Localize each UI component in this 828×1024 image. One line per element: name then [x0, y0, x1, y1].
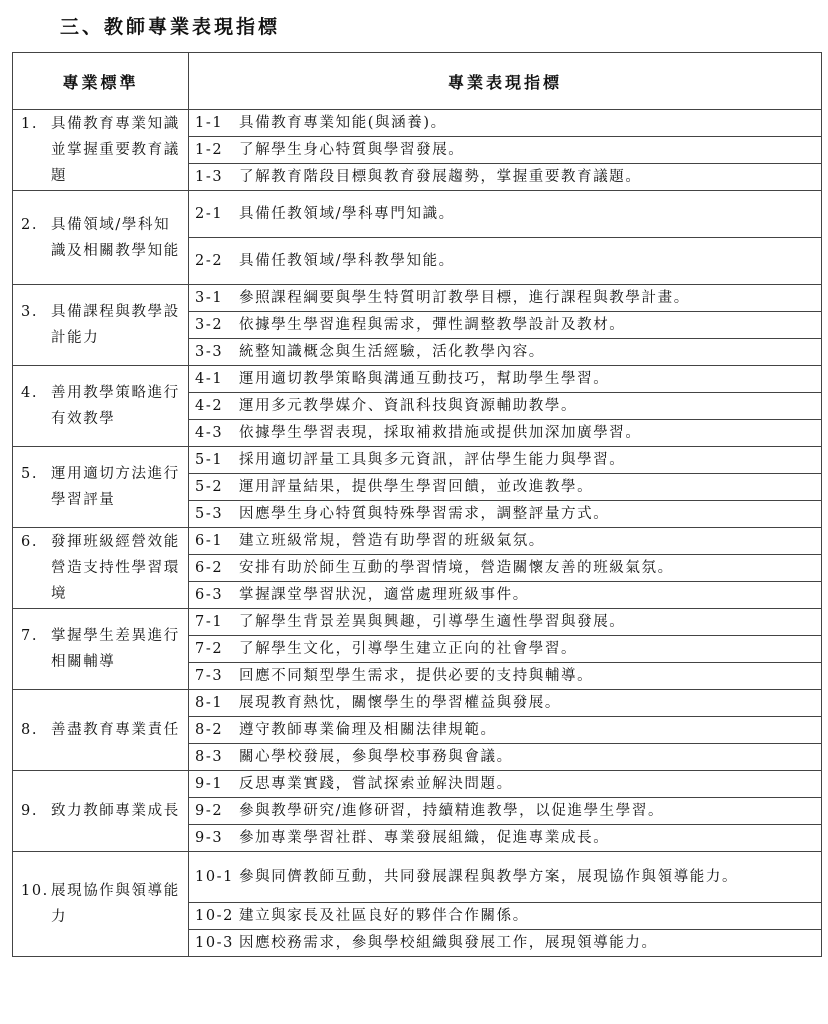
- indicator-code: 3-3: [195, 344, 224, 360]
- standard-wrap: [21, 380, 184, 432]
- indicator-wrap: [195, 931, 817, 955]
- indicator-cell: [189, 447, 822, 474]
- standard-number: 5.: [21, 466, 39, 482]
- standard-cell: [13, 528, 189, 609]
- indicator-wrap: [195, 772, 817, 796]
- indicator-code: 8-3: [195, 749, 224, 765]
- standard-number: 8.: [21, 722, 39, 738]
- indicator-cell: [189, 717, 822, 744]
- indicator-text: 反思專業實踐，嘗試探索並解決問題。: [239, 776, 513, 792]
- indicator-wrap: [195, 421, 817, 445]
- indicator-cell: [189, 366, 822, 393]
- indicator-cell: [189, 690, 822, 717]
- indicator-cell: [189, 191, 822, 238]
- standard-cell: [13, 852, 189, 957]
- standard-wrap: [21, 461, 184, 513]
- indicator-wrap: [195, 691, 817, 715]
- standard-number: 9.: [21, 803, 39, 819]
- indicator-code: 3-2: [195, 317, 224, 333]
- indicator-cell: [189, 420, 822, 447]
- standard-wrap: [21, 212, 184, 264]
- indicator-code: 7-3: [195, 668, 224, 684]
- indicator-text: 運用多元教學媒介、資訊科技與資源輔助教學。: [239, 398, 578, 414]
- indicator-code: 7-2: [195, 641, 224, 657]
- indicator-text: 具備任教領域/學科教學知能。: [239, 253, 455, 269]
- standard-cell: [13, 771, 189, 852]
- indicator-cell: [189, 771, 822, 798]
- standard-cell: [13, 110, 189, 191]
- indicator-wrap: [195, 286, 817, 310]
- indicator-text: 依據學生學習進程與需求，彈性調整教學設計及教材。: [239, 317, 626, 333]
- indicator-code: 5-3: [195, 506, 224, 522]
- table-row: [13, 771, 822, 798]
- table-body: [13, 110, 822, 957]
- indicator-cell: [189, 164, 822, 191]
- standard-number: 6.: [21, 534, 39, 550]
- indicator-cell: [189, 501, 822, 528]
- indicator-wrap: [195, 138, 817, 162]
- indicator-text: 了解學生身心特質與學習發展。: [239, 142, 465, 158]
- standard-text: 具備領域/學科知識及相關教學知能: [51, 216, 180, 259]
- standard-number: 4.: [21, 385, 39, 401]
- standard-number: 3.: [21, 304, 39, 320]
- standard-wrap: [21, 529, 184, 607]
- indicator-text: 具備教育專業知能(與涵養)。: [239, 115, 447, 131]
- indicator-wrap: [195, 583, 817, 607]
- standard-text: 運用適切方法進行學習評量: [51, 466, 180, 508]
- indicator-code: 10-2: [195, 908, 234, 924]
- standard-number: 7.: [21, 628, 39, 644]
- indicator-wrap: [195, 448, 817, 472]
- indicator-code: 6-1: [195, 533, 224, 549]
- indicator-wrap: [195, 865, 817, 889]
- indicator-code: 10-1: [195, 869, 234, 885]
- indicator-text: 運用適切教學策略與溝通互動技巧，幫助學生學習。: [239, 371, 610, 387]
- indicator-wrap: [195, 799, 817, 823]
- indicator-code: 2-1: [195, 206, 224, 222]
- indicator-code: 9-3: [195, 830, 224, 846]
- indicator-cell: [189, 663, 822, 690]
- standard-wrap: [21, 623, 184, 675]
- standard-text: 善盡教育專業責任: [51, 722, 180, 738]
- standard-text: 發揮班級經營效能營造支持性學習環境: [51, 534, 180, 602]
- table-row: [13, 191, 822, 238]
- indicator-wrap: [195, 664, 817, 688]
- indicator-code: 7-1: [195, 614, 224, 630]
- indicator-cell: [189, 930, 822, 957]
- standard-number: 1.: [21, 116, 39, 132]
- section-title: 三、教師專業表現指標: [60, 16, 281, 38]
- table-header-row: [13, 53, 822, 110]
- indicator-text: 遵守教師專業倫理及相關法律規範。: [239, 722, 497, 738]
- indicator-code: 3-1: [195, 290, 224, 306]
- indicator-cell: [189, 339, 822, 366]
- indicator-code: 10-3: [195, 935, 234, 951]
- standard-number: 2.: [21, 216, 39, 233]
- standard-number: 10.: [21, 883, 49, 899]
- indicator-text: 了解學生文化，引導學生建立正向的社會學習。: [239, 641, 578, 657]
- indicator-code: 8-2: [195, 722, 224, 738]
- indicator-wrap: [195, 904, 817, 928]
- indicator-code: 1-2: [195, 142, 224, 158]
- indicator-cell: [189, 636, 822, 663]
- table-row: [13, 528, 822, 555]
- table-row: [13, 447, 822, 474]
- indicator-code: 9-1: [195, 776, 224, 792]
- standard-cell: [13, 447, 189, 528]
- standard-cell: [13, 609, 189, 690]
- standard-wrap: [21, 299, 184, 351]
- indicator-cell: [189, 744, 822, 771]
- standard-text: 展現協作與領導能力: [51, 883, 180, 925]
- indicator-text: 運用評量結果，提供學生學習回饋，並改進教學。: [239, 479, 594, 495]
- table-row: [13, 366, 822, 393]
- table-row: [13, 609, 822, 636]
- indicator-cell: [189, 852, 822, 903]
- indicator-code: 4-3: [195, 425, 224, 441]
- standard-wrap: [21, 717, 184, 743]
- indicator-text: 建立班級常規，營造有助學習的班級氣氛。: [239, 533, 545, 549]
- indicator-wrap: [195, 313, 817, 337]
- table-row: [13, 285, 822, 312]
- standard-text: 具備教育專業知識並掌握重要教育議題: [51, 116, 180, 184]
- standard-cell: [13, 690, 189, 771]
- indicator-text: 因應學生身心特質與特殊學習需求，調整評量方式。: [239, 506, 610, 522]
- standard-wrap: [21, 111, 184, 189]
- indicator-cell: [189, 393, 822, 420]
- indicator-text: 回應不同類型學生需求，提供必要的支持與輔導。: [239, 668, 594, 684]
- indicator-cell: [189, 312, 822, 339]
- table-row: [13, 690, 822, 717]
- indicator-code: 1-1: [195, 115, 224, 131]
- standard-wrap: [21, 798, 184, 824]
- indicator-cell: [189, 238, 822, 285]
- column-header-indicator: 專業表現指標: [189, 53, 822, 110]
- indicator-wrap: [195, 826, 817, 850]
- indicator-text: 參照課程綱要與學生特質明訂教學目標，進行課程與教學計畫。: [239, 290, 690, 306]
- indicator-code: 5-1: [195, 452, 224, 468]
- indicator-wrap: [195, 111, 817, 135]
- indicator-code: 8-1: [195, 695, 224, 711]
- indicator-cell: [189, 110, 822, 137]
- indicator-cell: [189, 609, 822, 636]
- indicator-text: 了解教育階段目標與教育發展趨勢，掌握重要教育議題。: [239, 169, 642, 185]
- indicator-text: 依據學生學習表現，採取補救措施或提供加深加廣學習。: [239, 425, 642, 441]
- indicator-wrap: [195, 202, 817, 226]
- indicator-cell: [189, 137, 822, 164]
- indicator-cell: [189, 798, 822, 825]
- standard-text: 具備課程與教學設計能力: [51, 304, 180, 346]
- indicator-wrap: [195, 745, 817, 769]
- indicator-text: 參加專業學習社群、專業發展組織，促進專業成長。: [239, 830, 610, 846]
- indicator-text: 統整知識概念與生活經驗，活化教學內容。: [239, 344, 545, 360]
- indicator-text: 參與同儕教師互動，共同發展課程與教學方案，展現協作與領導能力。: [239, 869, 739, 885]
- indicator-wrap: [195, 529, 817, 553]
- standard-cell: [13, 366, 189, 447]
- standard-cell: [13, 191, 189, 285]
- standard-text: 致力教師專業成長: [51, 803, 180, 819]
- indicator-code: 4-2: [195, 398, 224, 414]
- indicator-code: 6-3: [195, 587, 224, 603]
- indicator-wrap: [195, 637, 817, 661]
- indicator-wrap: [195, 394, 817, 418]
- indicator-code: 1-3: [195, 169, 224, 185]
- indicator-wrap: [195, 502, 817, 526]
- table-row: [13, 852, 822, 903]
- indicator-cell: [189, 555, 822, 582]
- indicator-wrap: [195, 367, 817, 391]
- indicator-text: 關心學校發展，參與學校事務與會議。: [239, 749, 513, 765]
- indicator-wrap: [195, 340, 817, 364]
- indicator-text: 了解學生背景差異與興趣，引導學生適性學習與發展。: [239, 614, 626, 630]
- indicator-cell: [189, 528, 822, 555]
- standard-wrap: [21, 878, 184, 930]
- indicator-wrap: [195, 556, 817, 580]
- indicator-text: 具備任教領域/學科專門知識。: [239, 206, 455, 222]
- indicator-cell: [189, 285, 822, 312]
- indicator-cell: [189, 903, 822, 930]
- indicator-text: 參與教學研究/進修研習，持續精進教學，以促進學生學習。: [239, 803, 665, 819]
- indicator-code: 6-2: [195, 560, 224, 576]
- indicator-code: 9-2: [195, 803, 224, 819]
- indicator-code: 4-1: [195, 371, 224, 387]
- indicator-text: 採用適切評量工具與多元資訊，評估學生能力與學習。: [239, 452, 626, 468]
- indicator-text: 掌握課堂學習狀況，適當處理班級事件。: [239, 587, 529, 603]
- indicator-cell: [189, 825, 822, 852]
- indicator-code: 5-2: [195, 479, 224, 495]
- standard-cell: [13, 285, 189, 366]
- indicator-wrap: [195, 718, 817, 742]
- indicator-cell: [189, 582, 822, 609]
- table-row: [13, 110, 822, 137]
- indicator-wrap: [195, 475, 817, 499]
- standard-text: 善用教學策略進行有效教學: [51, 385, 180, 427]
- indicator-text: 建立與家長及社區良好的夥伴合作關係。: [239, 908, 529, 924]
- indicator-cell: [189, 474, 822, 501]
- column-header-standard: 專業標準: [13, 53, 189, 110]
- indicator-text: 因應校務需求，參與學校組織與發展工作，展現領導能力。: [239, 935, 658, 951]
- indicator-table: [12, 52, 822, 957]
- indicator-wrap: [195, 165, 817, 189]
- indicator-wrap: [195, 610, 817, 634]
- indicator-text: 安排有助於師生互動的學習情境，營造關懷友善的班級氣氛。: [239, 560, 674, 576]
- standard-text: 掌握學生差異進行相關輔導: [51, 628, 180, 670]
- indicator-code: 2-2: [195, 253, 224, 269]
- indicator-text: 展現教育熱忱，關懷學生的學習權益與發展。: [239, 695, 561, 711]
- indicator-wrap: [195, 249, 817, 273]
